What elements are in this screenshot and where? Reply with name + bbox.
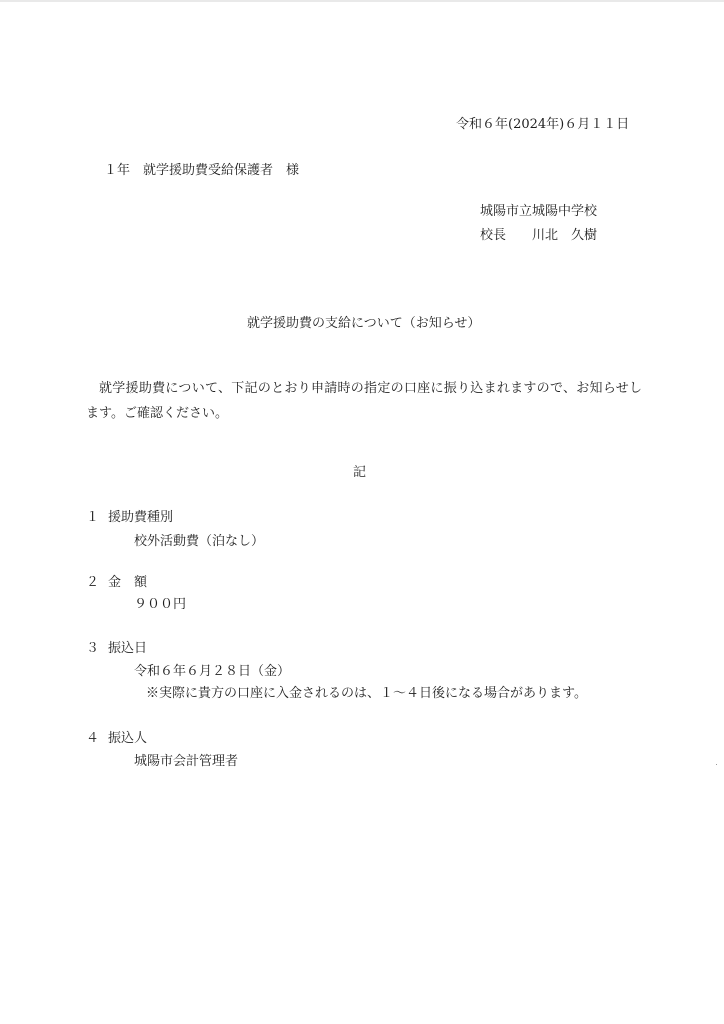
transfer-note: ※実際に貴方の口座に入金されるのは、１～４日後になる場合があります。	[146, 686, 587, 701]
document-title: 就学援助費の支給について（お知らせ）	[247, 316, 481, 331]
scan-speck	[716, 764, 717, 765]
item-number: ３	[86, 641, 100, 656]
item-value-payer: 城陽市会計管理者	[134, 754, 239, 769]
item-number: ２	[86, 575, 100, 590]
item-number: １	[86, 510, 100, 525]
recipient: １年 就学援助費受給保護者 様	[104, 163, 300, 178]
body-paragraph: 就学援助費について、下記のとおり申請時の指定の口座に振り込まれますので、お知らせします。ご確認ください。	[86, 381, 642, 421]
item-value-aid-type: 校外活動費（泊なし）	[134, 534, 265, 549]
ki-heading: 記	[353, 465, 367, 480]
sender-principal: 校長 川北 久樹	[480, 228, 598, 243]
issue-date: 令和６年(2024年)６月１１日	[456, 117, 630, 132]
item-number: ４	[86, 731, 100, 746]
sender-school: 城陽市立城陽中学校	[480, 204, 598, 219]
item-title-payer: 振込人	[108, 731, 148, 746]
item-title-amount: 金 額	[108, 575, 148, 590]
scan-edge	[0, 0, 724, 2]
item-value-transfer-date: 令和６年６月２８日（金）	[134, 664, 291, 679]
item-title-aid-type: 援助費種別	[108, 510, 174, 525]
item-title-transfer-date: 振込日	[108, 641, 148, 656]
item-value-amount: ９００円	[134, 597, 187, 612]
